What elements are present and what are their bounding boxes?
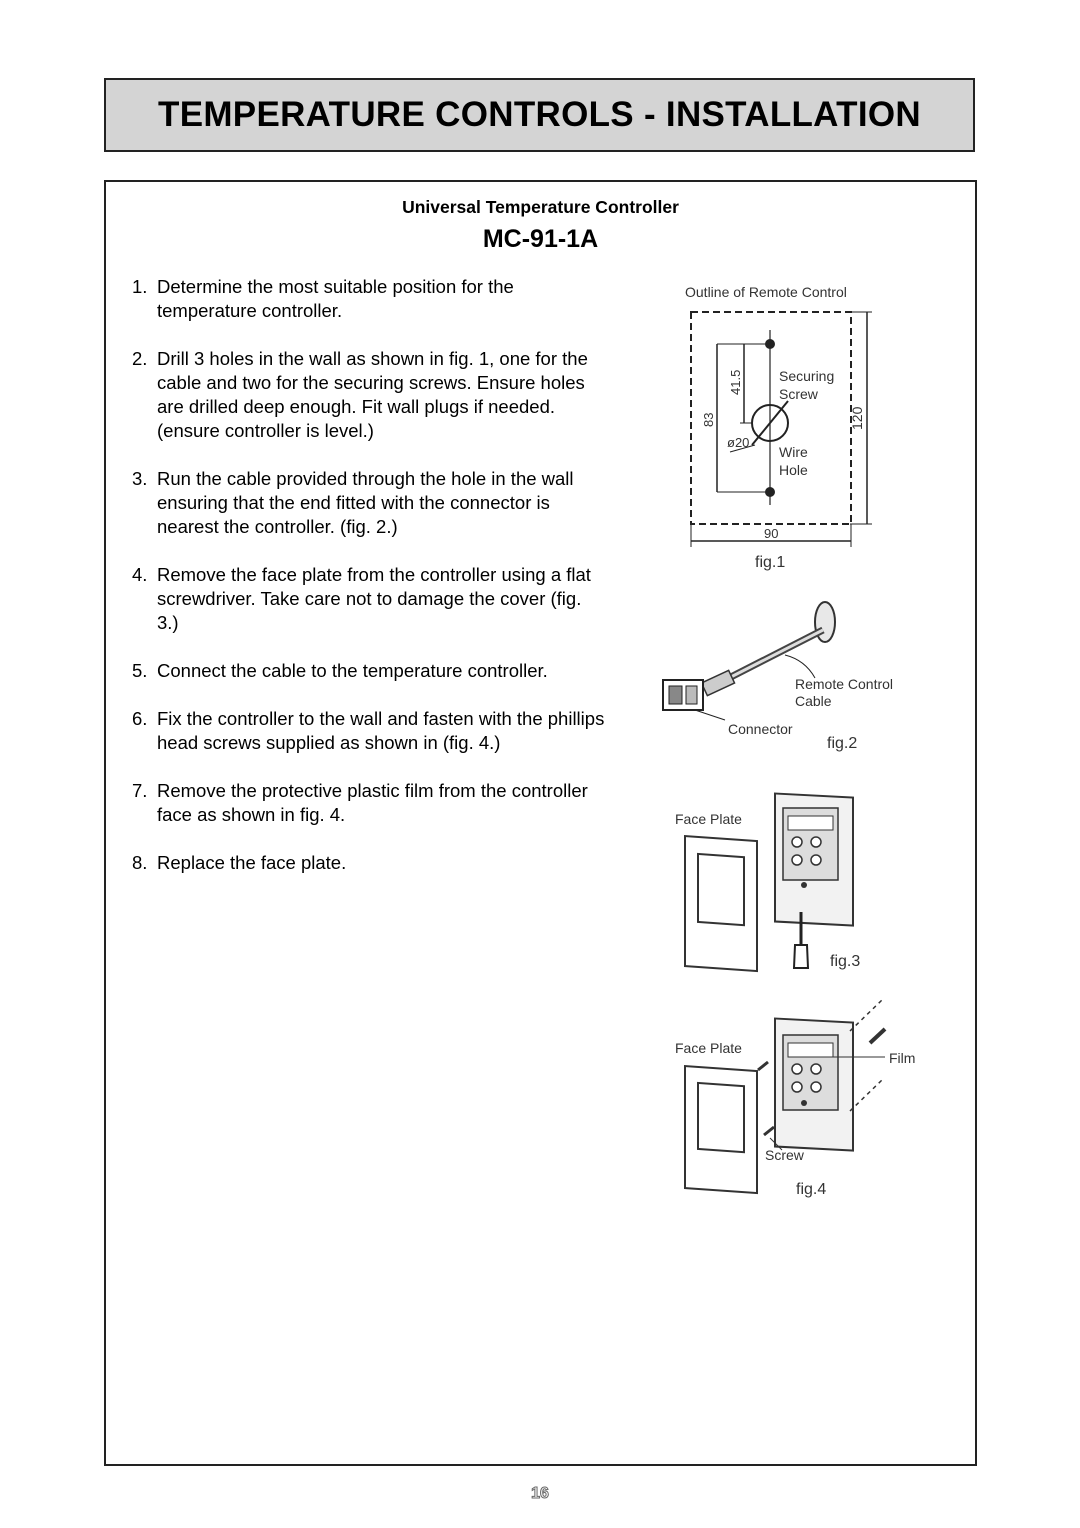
fig2-cable xyxy=(655,600,925,760)
dim-41-5-label: 41.5 xyxy=(728,369,743,395)
step-number: 2. xyxy=(132,348,148,369)
step-number: 6. xyxy=(132,708,148,729)
step-text: Connect the cable to the temperature controller. xyxy=(157,660,548,681)
model-number: MC-91-1A xyxy=(482,225,599,253)
screw-icon xyxy=(870,1029,885,1043)
step-text: Remove the protective plastic film from the controller face as shown in fig. 4. xyxy=(157,780,588,825)
face-plate-shape xyxy=(685,836,757,971)
step-text: Remove the face plate from the controller using a flat screwdriver. Take care not to damage the cover (fig. 3.) xyxy=(157,564,591,633)
installation-steps xyxy=(132,275,607,899)
hole-label: Hole xyxy=(779,462,808,478)
step-number: 8. xyxy=(132,852,148,873)
page-title: TEMPERATURE CONTROLS - INSTALLATION xyxy=(158,95,921,134)
screw-icon xyxy=(764,1127,774,1135)
securing-label: Securing xyxy=(779,368,835,384)
dim-120-label: 120 xyxy=(849,406,865,430)
step-text: Drill 3 holes in the wall as shown in fig. 1, one for the cable and two for the securing screws. Ensure holes are drilled deep enough. Fit wall plugs if needed. (ensure controller is level.) xyxy=(157,348,588,441)
fig4-mounting xyxy=(670,995,930,1200)
dim-phi20-label: ø20 xyxy=(727,435,750,450)
screw-label: Screw xyxy=(779,386,818,402)
fig1-caption: fig.1 xyxy=(755,554,786,571)
fig1-drill-template xyxy=(660,275,930,575)
page-number: 16 xyxy=(531,1485,549,1502)
step-item xyxy=(132,467,607,539)
face-plate-shape xyxy=(685,1066,757,1193)
step-number: 7. xyxy=(132,780,148,801)
dim-90-label: 90 xyxy=(764,526,779,541)
fig4-caption: fig.4 xyxy=(796,1181,827,1198)
face-plate-label: Face Plate xyxy=(675,1040,742,1056)
cable-label: Cable xyxy=(795,693,832,709)
controller-body-shape xyxy=(775,794,853,926)
step-item xyxy=(132,779,607,827)
fig1-outline-label: Outline of Remote Control xyxy=(685,284,847,300)
step-text: Replace the face plate. xyxy=(157,852,347,873)
step-item xyxy=(132,563,607,635)
fig3-face-plate-removal xyxy=(670,780,910,980)
step-item xyxy=(132,659,607,683)
fig2-caption: fig.2 xyxy=(827,735,858,752)
step-text: Run the cable provided through the hole in the wall ensuring that the end fitted with the connector is nearest the controller. (fig. 2.) xyxy=(157,468,574,537)
remote-control-label: Remote Control xyxy=(795,676,894,692)
screw-label: Screw xyxy=(765,1147,804,1163)
screw-icon xyxy=(758,1062,768,1070)
step-item xyxy=(132,707,607,755)
connector-icon xyxy=(663,680,703,710)
step-number: 3. xyxy=(132,468,148,489)
connector-label: Connector xyxy=(728,721,793,737)
section-subtitle: Universal Temperature Controller xyxy=(402,197,679,217)
step-item xyxy=(132,275,607,323)
face-plate-label: Face Plate xyxy=(675,811,742,827)
step-text: Fix the controller to the wall and fasten with the phillips head screws supplied as shown in (fig. 4.) xyxy=(157,708,605,753)
step-number: 1. xyxy=(132,276,148,297)
step-text: Determine the most suitable position for the temperature controller. xyxy=(157,276,514,321)
dim-83-label: 83 xyxy=(701,412,716,427)
fig3-caption: fig.3 xyxy=(830,953,861,970)
wire-label: Wire xyxy=(779,444,808,460)
film-label: Film xyxy=(889,1050,916,1066)
controller-body-shape xyxy=(775,1019,853,1151)
step-number: 5. xyxy=(132,660,148,681)
step-item xyxy=(132,347,607,443)
step-number: 4. xyxy=(132,564,148,585)
step-item xyxy=(132,851,607,875)
page-header xyxy=(104,78,975,152)
